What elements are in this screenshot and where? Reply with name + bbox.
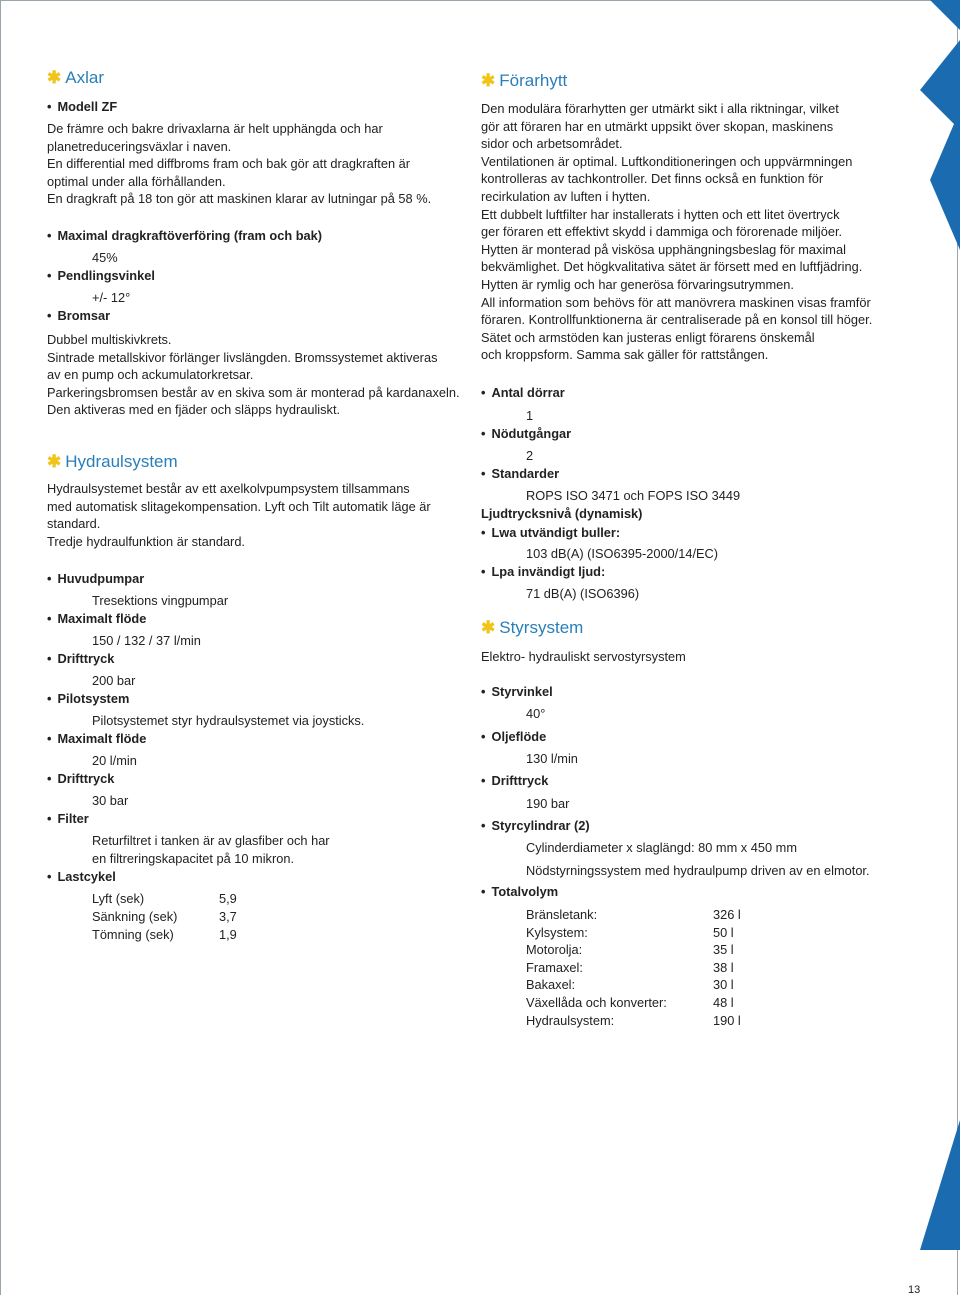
styr-drifttryck-value: 190 bar — [526, 796, 570, 811]
maxflode-label: • Maximalt flöde — [47, 611, 146, 626]
lwa-label: • Lwa utvändigt buller: — [481, 525, 620, 540]
page-number: 13 — [908, 1284, 921, 1296]
standarder-value: ROPS ISO 3471 och FOPS ISO 3449 — [526, 488, 741, 503]
pilot-maxflode-value: 20 l/min — [92, 753, 137, 768]
pilot-drifttryck-value: 30 bar — [92, 793, 129, 808]
lpa-label: • Lpa invändigt ljud: — [481, 564, 605, 579]
styrvinkel-value: 40° — [526, 706, 546, 721]
totalvolym-table — [526, 906, 786, 1029]
volym-row: Motorolja: 35 l — [526, 942, 734, 958]
filter-text: Returfiltret i tanken är av glasfiber och har en filtreringskapacitet på 10 mikron. — [92, 833, 330, 866]
lpa-value: 71 dB(A) (ISO6396) — [526, 586, 640, 601]
corner-decoration-top — [920, 0, 960, 280]
lastcykel-label: • Lastcykel — [47, 869, 116, 884]
pilot-drifttryck-label: • Drifttryck — [47, 771, 114, 786]
dragkraft-label: • Maximal dragkraftöverföring (fram och bak) — [47, 228, 322, 243]
pilot-maxflode-label: • Maximalt flöde — [47, 731, 146, 746]
hydraul-heading: ✱ Hydraulsystem — [47, 452, 178, 471]
bromsar-label: • Bromsar — [47, 308, 110, 323]
pendling-value: +/- 12° — [92, 290, 131, 305]
volym-row: Kylsystem: 50 l — [526, 924, 734, 940]
forarhytt-text: Den modulära förarhytten ger utmärkt sikt i alla riktningar, vilket gör att föraren har en utmärkt uppsikt över skopan, maskinens sidor och arbetsområdet. Ventilationen är optimal. Luftkonditioneringen och uppvärmningen kontrolleras av tachkontroller. Det finns också en funktion för recirkulation av luften i hytten. Ett dubbelt luftfilter har installerats i hytten och ett litet övertryck ger föraren ett effektivt skydd i dammiga och förorenade miljöer. Hytten är monterad på viskösa upphängningsbeslag för maximal bekvämlighet. Det högkvalitativa sätet är försett med en luftfjädring. Hytten är rymlig och har generösa förvaringsutrymmen. All information som behövs för att manövrera maskinen visas framför föraren. Kontrollfunktionerna är centraliserade på en konsol till höger. Sätet och armstöden kan justeras enligt förarens önskemål och kroppsform. Samma sak gäller för rattstången. — [481, 101, 873, 363]
styrcylindrar-value: Cylinderdiameter x slaglängd: 80 mm x 450 mm — [526, 840, 797, 855]
drifttryck-label: • Drifttryck — [47, 651, 114, 666]
lastcykel-row: Sänkning (sek) 3,7 — [92, 909, 237, 924]
asterisk-icon: ✱ — [47, 452, 62, 471]
volym-row: Framaxel: 38 l — [526, 959, 734, 975]
styr-intro: Elektro- hydrauliskt servostyrsystem — [481, 649, 686, 664]
lwa-value: 103 dB(A) (ISO6395-2000/14/EC) — [526, 546, 719, 561]
pilotsystem-value: Pilotsystemet styr hydraulsystemet via joysticks. — [92, 713, 365, 728]
standarder-label: • Standarder — [481, 466, 559, 481]
styrcylindrar-label: • Styrcylindrar (2) — [481, 818, 590, 833]
styr-drifttryck-label: • Drifttryck — [481, 773, 548, 788]
lastcykel-table — [92, 890, 292, 944]
ljud-heading: Ljudtrycksnivå (dynamisk) — [481, 506, 643, 521]
lastcykel-row: Lyft (sek) 5,9 — [92, 891, 237, 906]
asterisk-icon: ✱ — [481, 71, 496, 90]
huvudpumpar-value: Tresektions vingpumpar — [92, 593, 229, 608]
maxflode-value: 150 / 132 / 37 l/min — [92, 633, 201, 648]
styrvinkel-label: • Styrvinkel — [481, 684, 553, 699]
styr-heading: ✱ Styrsystem — [481, 618, 584, 637]
nodstyrning-value: Nödstyrningssystem med hydraulpump driven av en elmotor. — [526, 863, 870, 878]
pilotsystem-label: • Pilotsystem — [47, 691, 129, 706]
corner-decoration-middle — [920, 1120, 960, 1270]
nodutgangar-label: • Nödutgångar — [481, 426, 571, 441]
volym-row: Hydraulsystem: 190 l — [526, 1012, 741, 1028]
pendling-label: • Pendlingsvinkel — [47, 268, 155, 283]
volym-row: Växellåda och konverter: 48 l — [526, 994, 734, 1010]
totalvolym-label: • Totalvolym — [481, 884, 558, 899]
antal-dorrar-label: • Antal dörrar — [481, 385, 565, 400]
asterisk-icon: ✱ — [481, 618, 496, 637]
dragkraft-value: 45% — [92, 250, 118, 265]
oljeflode-label: • Oljeflöde — [481, 729, 546, 744]
lastcykel-row: Tömning (sek) 1,9 — [92, 927, 237, 942]
volym-row: Bakaxel: 30 l — [526, 977, 734, 993]
volym-row: Bränsletank: 326 l — [526, 907, 741, 922]
modell-label: • Modell ZF — [47, 99, 117, 114]
filter-label: • Filter — [47, 811, 89, 826]
hydraul-intro: Hydraulsystemet består av ett axelkolvpumpsystem tillsammans med automatisk slitagekompensation. Lyft och Tilt automatik läge är standard. Tredje hydraulfunktion är standard. — [47, 481, 431, 549]
antal-dorrar-value: 1 — [526, 408, 534, 423]
asterisk-icon: ✱ — [47, 68, 62, 87]
bromsar-text: Dubbel multiskivkrets. Sintrade metallskivor förlänger livslängden. Bromssystemet aktiveras av en pump och ackumulatorkretsar. Parkeringsbromsen består av en skiva som är monterad på kardanaxeln. Den aktiveras med en fjäder och släpps hydrauliskt. — [47, 332, 460, 418]
forarhytt-heading: ✱ Förarhytt — [481, 71, 568, 90]
drifttryck-value: 200 bar — [92, 673, 136, 688]
axlar-heading: ✱ Axlar — [47, 68, 104, 87]
oljeflode-value: 130 l/min — [526, 751, 578, 766]
huvudpumpar-label: • Huvudpumpar — [47, 571, 144, 586]
nodutgangar-value: 2 — [526, 448, 534, 463]
modell-text: De främre och bakre drivaxlarna är helt upphängda och har planetreduceringsväxlar i naven. En differential med diffbroms fram och bak gör att dragkraften är optimal under alla förhållanden. En dragkraft på 18 ton gör att maskinen klarar av lutningar på 58 %. — [47, 121, 432, 207]
